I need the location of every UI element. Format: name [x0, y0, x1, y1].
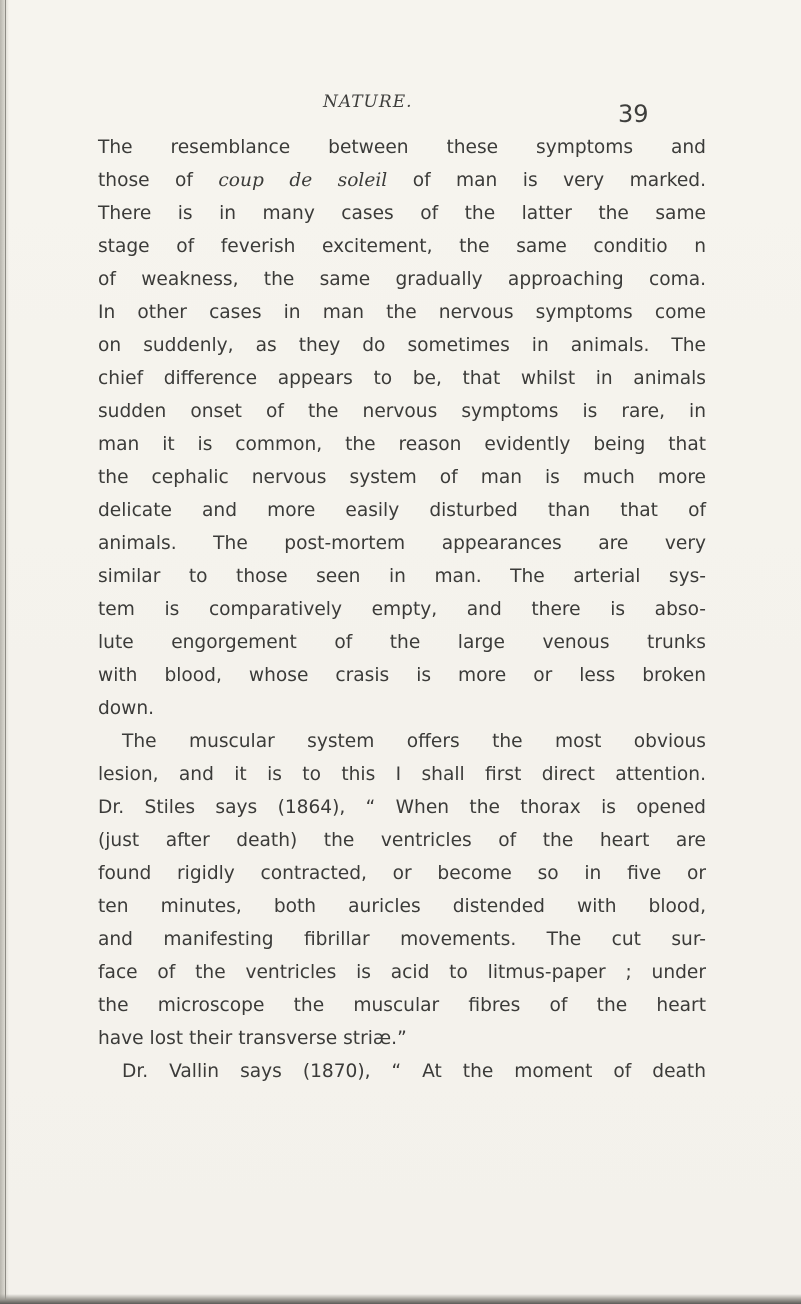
- italic-phrase: coup de soleil: [218, 170, 388, 191]
- text-line: (just after death) the ventricles of the heart are: [98, 830, 706, 851]
- running-head-title: NATURE.: [323, 92, 413, 112]
- text-line: the cephalic nervous system of man is much more: [98, 467, 706, 488]
- text-line: delicate and more easily disturbed than that of: [98, 500, 706, 521]
- text-line: Dr. Vallin says (1870), “ At the moment of death: [122, 1061, 706, 1082]
- text-line: lesion, and it is to this I shall first direct attention.: [98, 764, 706, 785]
- text-line: animals. The post-mortem appearances are very: [98, 533, 706, 554]
- text-line: The muscular system offers the most obvious: [122, 731, 706, 752]
- page-number: 39: [618, 100, 649, 128]
- text-line: The resemblance between these symptoms and: [98, 137, 706, 158]
- text-line: Dr. Stiles says (1864), “ When the thorax is opened: [98, 797, 706, 818]
- text-line: and manifesting fibrillar movements. The cut sur-: [98, 929, 706, 950]
- text-line: [98, 164, 706, 197]
- text-line: tem is comparatively empty, and there is abso-: [98, 599, 706, 620]
- text-line: have lost their transverse striæ.”: [98, 1028, 407, 1049]
- text-line: There is in many cases of the latter the same: [98, 203, 706, 224]
- text-line: down.: [98, 698, 155, 719]
- text-line: with blood, whose crasis is more or less broken: [98, 665, 706, 686]
- text-line: sudden onset of the nervous symptoms is rare, in: [98, 401, 706, 422]
- running-head: [0, 92, 801, 132]
- text-run: of man is very marked.: [387, 170, 707, 191]
- text-line: face of the ventricles is acid to litmus-paper ; under: [98, 962, 706, 983]
- text-line: found rigidly contracted, or become so in five or: [98, 863, 706, 884]
- page-binding-edge: [5, 0, 6, 1304]
- text-line: ten minutes, both auricles distended with blood,: [98, 896, 706, 917]
- page-bottom-shadow: [0, 1294, 801, 1304]
- text-line: of weakness, the same gradually approaching coma.: [98, 269, 706, 290]
- text-line: man it is common, the reason evidently being that: [98, 434, 706, 455]
- text-line: In other cases in man the nervous symptoms come: [98, 302, 706, 323]
- text-line: similar to those seen in man. The arterial sys-: [98, 566, 706, 587]
- text-line: lute engorgement of the large venous trunks: [98, 632, 706, 653]
- text-line: the microscope the muscular fibres of the heart: [98, 995, 706, 1016]
- text-run: those of: [98, 170, 219, 191]
- text-line: on suddenly, as they do sometimes in animals. The: [98, 335, 706, 356]
- text-line: stage of feverish excitement, the same conditio n: [98, 236, 706, 257]
- text-line: chief difference appears to be, that whilst in animals: [98, 368, 706, 389]
